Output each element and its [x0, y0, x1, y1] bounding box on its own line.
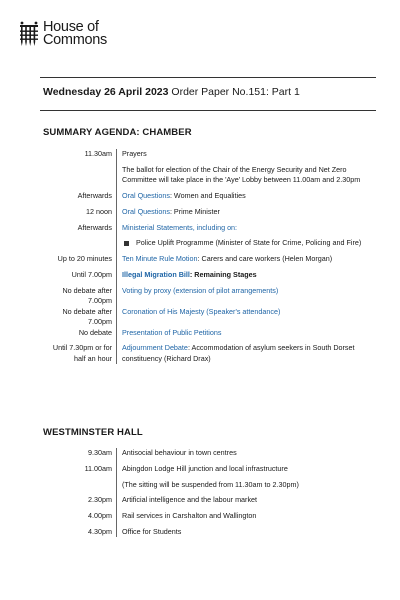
agenda-row [40, 464, 376, 480]
agenda-time: 11.30am [84, 149, 112, 158]
agenda-time: No debate after 7.00pm [62, 285, 112, 306]
agenda-item [116, 328, 376, 344]
agenda-time: 9.30am [88, 448, 112, 457]
agenda-item-text: : Prime Minister [169, 206, 220, 216]
chamber-section-title: SUMMARY AGENDA: CHAMBER [43, 127, 192, 138]
agenda-item [116, 207, 376, 223]
agenda-item [116, 191, 376, 207]
agenda-item: Antisocial behaviour in town centres [116, 448, 376, 464]
agenda-time: 4.30pm [88, 526, 112, 536]
logo-line-2: Commons [43, 32, 107, 48]
order-paper-date: Wednesday 26 April 2023 [43, 86, 169, 98]
agenda-time: Up to 20 minutes [57, 253, 112, 263]
logo-line-1: House of [43, 19, 99, 35]
order-paper-heading [43, 86, 300, 98]
agenda-time: 4.00pm [88, 511, 112, 521]
agenda-row [40, 343, 376, 364]
agenda-row [40, 191, 376, 207]
agenda-time [40, 165, 116, 191]
square-bullet-icon [124, 241, 129, 246]
westminster-hall-agenda [40, 448, 376, 537]
portcullis-icon [18, 21, 40, 47]
agenda-item: Office for Students [116, 527, 376, 538]
order-paper-number: Order Paper No.151: Part 1 [171, 86, 300, 98]
agenda-item-text: : Accommodation of asylum seekers in South Dorset constituency (Richard Drax) [122, 343, 355, 363]
agenda-item: Rail services in Carshalton and Wallington [116, 511, 376, 527]
agenda-row [40, 207, 376, 223]
agenda-row [40, 223, 376, 254]
statement-bullet [124, 238, 376, 249]
header-top-rule [40, 77, 376, 78]
agenda-item [116, 254, 376, 270]
ministerial-statements-link[interactable]: Ministerial Statements, including on: [122, 222, 238, 232]
public-petitions-link[interactable]: Presentation of Public Petitions [122, 327, 222, 337]
voting-by-proxy-link[interactable]: Voting by proxy (extension of pilot arrangements) [122, 285, 279, 295]
illegal-migration-bill-link[interactable]: Illegal Migration Bill [122, 269, 190, 279]
agenda-row [40, 328, 376, 344]
agenda-item [116, 286, 376, 307]
agenda-item-text: : Women and Equalities [169, 191, 246, 201]
agenda-time: 11.00am [84, 463, 112, 473]
agenda-row [40, 165, 376, 191]
agenda-row [40, 270, 376, 286]
coronation-link[interactable]: Coronation of His Majesty (Speaker's attendance) [122, 306, 281, 316]
header-bottom-rule [40, 110, 376, 111]
westminster-hall-section-title: WESTMINSTER HALL [43, 427, 143, 438]
agenda-time: Until 7.30pm or for half an hour [52, 343, 112, 363]
house-of-commons-logo [18, 21, 107, 47]
agenda-row [40, 495, 376, 511]
agenda-time [40, 480, 116, 496]
agenda-time: Afterwards [77, 222, 112, 232]
agenda-item-text: : Remaining Stages [189, 269, 257, 279]
agenda-row [40, 527, 376, 538]
agenda-row [40, 480, 376, 496]
agenda-time: Afterwards [77, 191, 112, 201]
agenda-item [116, 307, 376, 328]
agenda-row [40, 307, 376, 328]
adjournment-debate-link[interactable]: Adjournment Debate [122, 343, 188, 353]
ten-minute-rule-link[interactable]: Ten Minute Rule Motion [122, 253, 198, 263]
agenda-row [40, 511, 376, 527]
agenda-item: The ballot for election of the Chair of the Energy Security and Net Zero Committee will take place in the 'Aye' Lobby between 11.00am and 2.30pm [116, 165, 376, 191]
oral-questions-link[interactable]: Oral Questions [122, 191, 170, 201]
agenda-time: Until 7.00pm [71, 269, 112, 279]
agenda-row [40, 149, 376, 165]
statement-text: Police Uplift Programme (Minister of State for Crime, Policing and Fire) [136, 238, 362, 248]
agenda-item: Prayers [116, 149, 376, 165]
agenda-row [40, 286, 376, 307]
agenda-time: 12 noon [86, 206, 112, 216]
agenda-item [116, 270, 376, 286]
agenda-row [40, 254, 376, 270]
agenda-item: (The sitting will be suspended from 11.30am to 2.30pm) [116, 480, 376, 496]
agenda-time: 2.30pm [88, 495, 112, 505]
agenda-item: Abingdon Lodge Hill junction and local infrastructure [116, 464, 376, 480]
chamber-agenda [40, 149, 376, 364]
agenda-row [40, 448, 376, 464]
agenda-time: No debate [78, 327, 112, 337]
agenda-time: No debate after 7.00pm [62, 306, 112, 327]
agenda-item [116, 223, 376, 254]
oral-questions-link[interactable]: Oral Questions [122, 206, 170, 216]
agenda-item-text: : Carers and care workers (Helen Morgan) [197, 253, 333, 263]
agenda-item: Artificial intelligence and the labour market [116, 495, 376, 511]
agenda-item [116, 343, 376, 364]
